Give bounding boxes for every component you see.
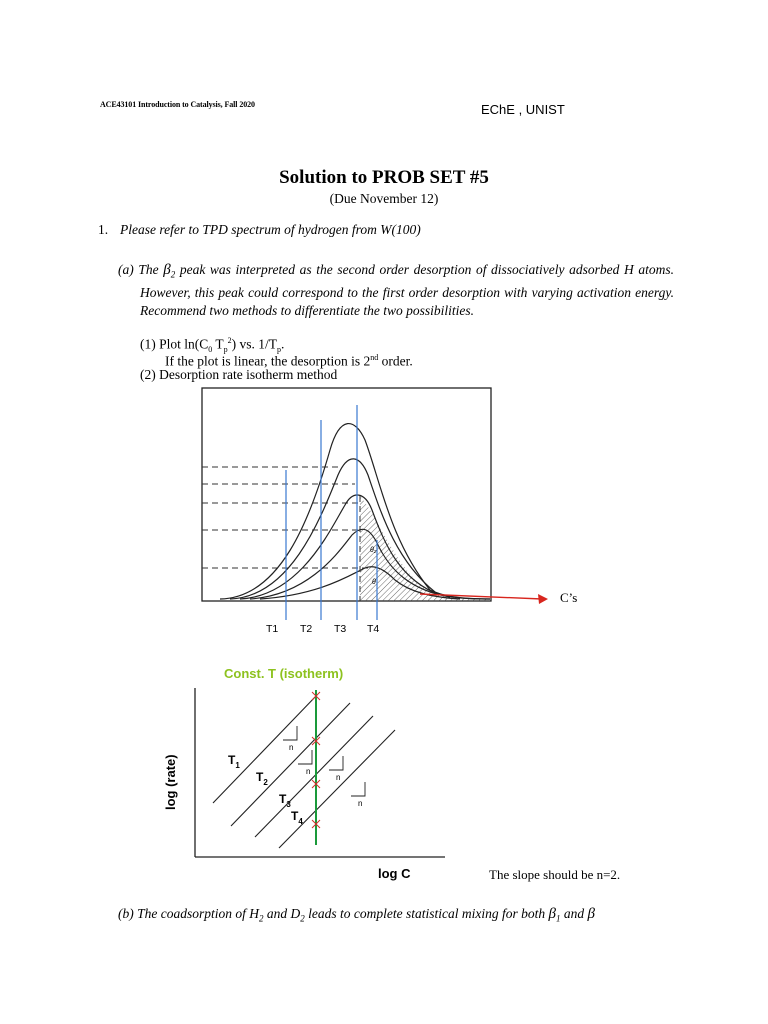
isotherm-title: Const. T (isotherm) xyxy=(224,666,344,681)
answer-1-sup2: 2 xyxy=(227,336,232,345)
part-b-c: leads to complete statistical mixing for both xyxy=(304,906,549,921)
part-b-text xyxy=(118,906,595,924)
theta-label-2: θ xyxy=(372,579,376,586)
temp-label-t4: T4 xyxy=(367,623,380,635)
isotherm-lines xyxy=(213,695,395,848)
line-sub-1: 1 xyxy=(235,761,240,770)
part-a-text xyxy=(118,261,674,320)
part-a-label: (a) The xyxy=(118,262,159,277)
course-header: ACE43101 Introduction to Catalysis, Fall 2020 xyxy=(100,100,255,109)
svg-text:T1 xyxy=(228,753,240,770)
part-b-beta1: β xyxy=(548,906,556,922)
part-b-a: (b) The coadsorption of H xyxy=(118,906,259,921)
beta-symbol: β xyxy=(163,262,171,278)
answer-1-sub-p: p xyxy=(223,345,228,355)
slope-n-1: n xyxy=(289,743,294,752)
part-b-b: and D xyxy=(263,906,301,921)
slope-n-4: n xyxy=(358,799,363,808)
tpd-curves xyxy=(220,424,490,599)
slope-n-3: n xyxy=(336,773,341,782)
part-a-paragraph xyxy=(118,261,674,320)
line-sub-3: 3 xyxy=(286,800,291,809)
svg-text:T4 xyxy=(291,809,303,826)
temp-label-t2: T2 xyxy=(300,623,313,635)
due-date: (Due November 12) xyxy=(329,191,439,206)
slope-n-2: n xyxy=(306,767,311,776)
answer-1-order: order. xyxy=(378,353,413,369)
slope-labels xyxy=(289,743,362,808)
temp-label-t1: T1 xyxy=(266,623,279,635)
y-axis-label: log (rate) xyxy=(163,754,178,810)
line-label-t1: T xyxy=(228,753,236,767)
question-number: 1. xyxy=(98,222,109,237)
tpd-figure xyxy=(190,380,610,640)
svg-text:T2 xyxy=(256,770,268,787)
x-axis-label: log C xyxy=(378,866,411,881)
answer-1-nd: nd xyxy=(370,353,379,362)
answer-1-line2: If the plot is linear, the desorption is 2 xyxy=(165,353,371,369)
part-b-sub1: 2 xyxy=(259,913,264,924)
part-a-body: peak was interpreted as the second order desorption of dissociatively adsorbed H atoms. However, this peak could correspond to the first order desorption with varying activation energy. Recommend two methods to differentiate the two possibilities. xyxy=(140,262,674,319)
line-label-t3: T xyxy=(279,792,287,806)
theta-label-1: θ₂ xyxy=(370,547,377,554)
line-label-t4: T xyxy=(291,809,299,823)
line-sub-2: 2 xyxy=(263,778,268,787)
part-b-beta1-sub: 1 xyxy=(555,913,561,924)
answer-2: (2) Desorption rate isotherm method xyxy=(140,367,338,382)
line-sub-4: 4 xyxy=(298,817,303,826)
question-1 xyxy=(98,222,421,238)
temp-label-t3: T3 xyxy=(334,623,347,635)
part-b-d: and xyxy=(560,906,588,921)
beta-sub: 2 xyxy=(170,269,176,280)
answer-1-tp: T xyxy=(212,336,224,352)
cs-label: C’s xyxy=(560,590,578,605)
answer-1-label: (1) Plot ln(C xyxy=(140,336,209,352)
question-text: Please refer to TPD spectrum of hydrogen from W(100) xyxy=(120,222,421,237)
page-title: Solution to PROB SET #5 xyxy=(279,167,489,188)
part-b-beta2: β xyxy=(587,906,595,922)
slope-note: The slope should be n=2. xyxy=(489,867,621,882)
isotherm-figure xyxy=(155,660,455,890)
department-header: EChE , UNIST xyxy=(481,102,565,117)
answer-1-end: . xyxy=(281,336,285,352)
part-b-sub2: 2 xyxy=(300,913,305,924)
answer-1-tail: ) vs. 1/T xyxy=(231,336,278,352)
line-label-t2: T xyxy=(256,770,264,784)
answer-1-c0: 0 xyxy=(208,345,213,355)
answer-1-tail-sub: p xyxy=(277,345,282,355)
tpd-frame xyxy=(202,388,491,601)
